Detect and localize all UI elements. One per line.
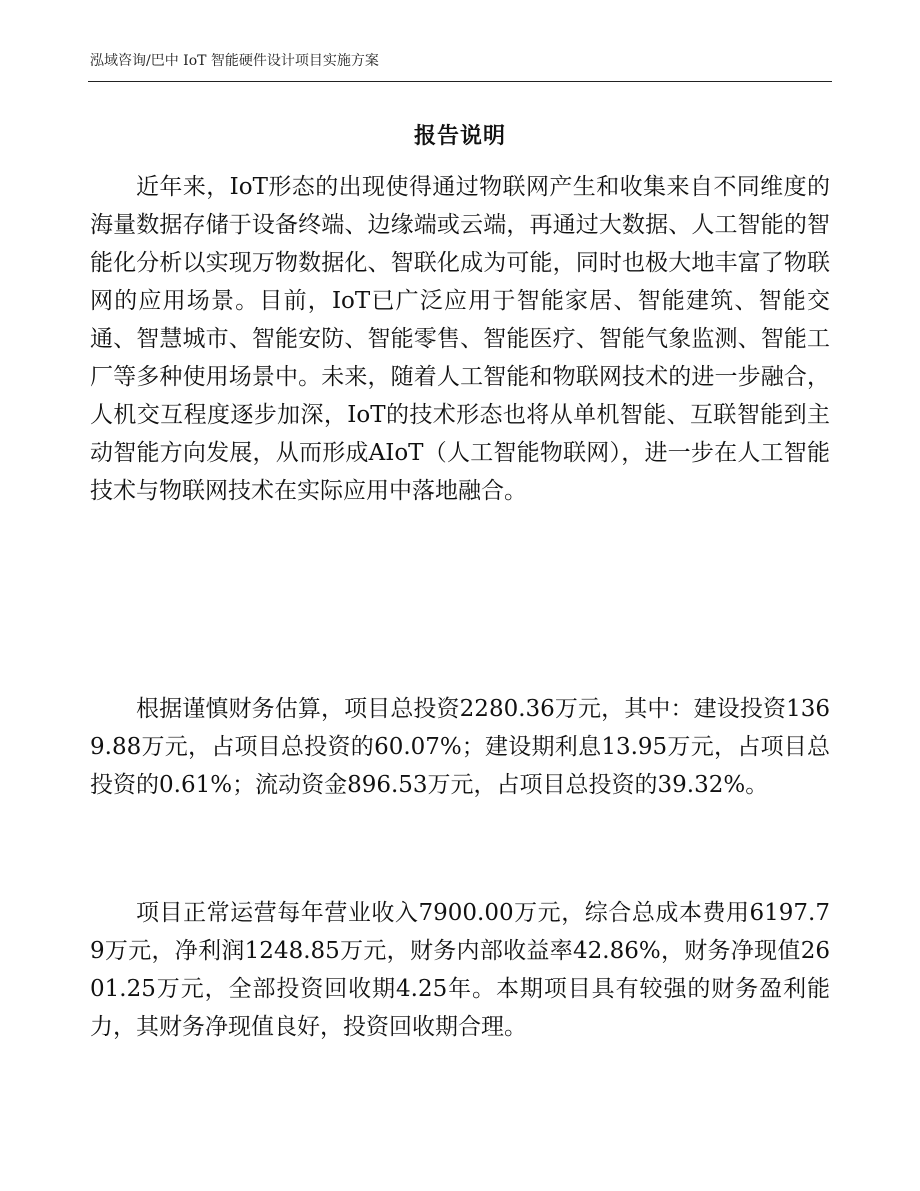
header-rule bbox=[88, 81, 832, 82]
body-paragraph bbox=[90, 168, 830, 510]
paragraph-financials: 项目正常运营每年营业收入7900.00万元，综合总成本费用6197.79万元，净利润1248.85万元，财务内部收益率42.86%，财务净现值2601.25万元，全部投资回收期4.25年。本期项目具有较强的财务盈利能力，其财务净现值良好，投资回收期合理。 bbox=[90, 900, 830, 1040]
paragraph-iot-overview: 近年来，IoT形态的出现使得通过物联网产生和收集来自不同维度的海量数据存储于设备终端、边缘端或云端，再通过大数据、人工智能的智能化分析以实现万物数据化、智联化成为可能，同时也极大地丰富了物联网的应用场景。目前，IoT已广泛应用于智能家居、智能建筑、智能交通、智慧城市、智能安防、智能零售、智能医疗、智能气象监测、智能工厂等多种使用场景中。未来，随着人工智能和物联网技术的进一步融合，人机交互程度逐步加深，IoT的技术形态也将从单机智能、互联智能到主动智能方向发展，从而形成AIoT（人工智能物联网），进一步在人工智能技术与物联网技术在实际应用中落地融合。 bbox=[90, 174, 830, 504]
paragraph-investment: 根据谨慎财务估算，项目总投资2280.36万元，其中：建设投资1369.88万元，占项目总投资的60.07%；建设期利息13.95万元，占项目总投资的0.61%；流动资金896.53万元，占项目总投资的39.32%。 bbox=[90, 696, 830, 798]
body-paragraph bbox=[90, 894, 830, 1046]
running-header: 泓域咨询/巴中 IoT 智能硬件设计项目实施方案 bbox=[90, 53, 379, 69]
body-paragraph bbox=[90, 690, 830, 804]
page-title: 报告说明 bbox=[413, 123, 506, 149]
